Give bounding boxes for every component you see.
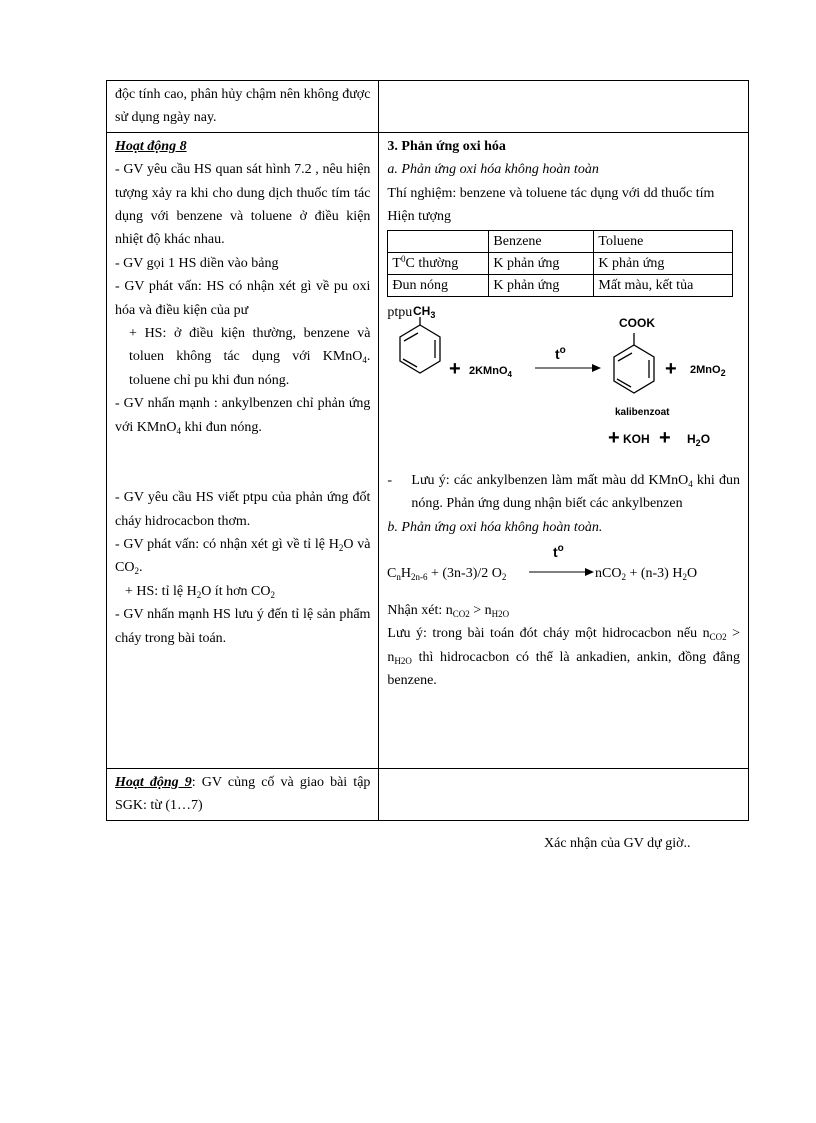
ptpu-label: ptpu [387, 305, 413, 321]
row3-left-cell [107, 768, 379, 820]
kmno4-label: 2KMnO$_4$ [469, 364, 513, 379]
h2o-label: $H_2O$ [687, 431, 711, 448]
mno2-label: 2MnO$_2$ [690, 363, 726, 378]
benzoate-structure [614, 333, 654, 393]
plus-4: + [659, 426, 672, 449]
activity-8-p2: - GV gọi 1 HS diền vào bảng [115, 255, 279, 271]
row-2 [107, 132, 749, 768]
subsection-b: b. Phản ứng oxi hóa không hoàn toàn. [387, 519, 603, 535]
activity-8-p1: - GV yêu cầu HS quan sát hình 7.2 , nêu hiện tượng xảy ra khi cho dung dịch thuốc tím tác dụng với benzene và toluene ở điều kiện nhiệt độ khác nhau. [115, 162, 371, 248]
phenomenon-label: Hiện tượng [387, 209, 452, 225]
obs-header-row [388, 231, 733, 253]
observation-table [387, 230, 733, 297]
svg-text:CnH2n-6 + (3n-3)/2 O2: $C_nH_{2n-6} + (3n-3)/2$ $O_2$ [387, 566, 507, 583]
activity-8-p5: - GV nhấn mạnh : ankylbenzen chỉ phản ứng với KMnO$_4$ khi đun nóng. [115, 396, 371, 436]
combustion-condition: $t^o$ [553, 543, 565, 561]
experiment-text: Thí nghiệm: benzene và toluene tác dụng với dd thuốc tím [387, 185, 715, 201]
toluene-oxidation-reaction [387, 303, 737, 463]
section-title: 3. Phản ứng oxi hóa [387, 138, 506, 154]
cook-label: COOK [619, 315, 656, 330]
teacher-confirmation: Xác nhận của GV dự giờ.. [544, 836, 691, 851]
remark: Nhận xét: $n_{CO2} > n_{H2O}$ [387, 603, 510, 620]
toluene-structure [400, 317, 440, 373]
obs-row-heated [388, 275, 733, 297]
subsection-a: a. Phản ứng oxi hóa không hoàn toàn [387, 162, 599, 178]
obs-cell-benzene-1: K phản ứng [489, 253, 594, 275]
activity-8-p7: - GV phát vấn: có nhận xét gì về tỉ lệ $H_2O$ và $CO_2$. [115, 536, 371, 577]
note-1-dash: - [387, 472, 393, 488]
obs-cell-condition-1: $T^0C$ thường [388, 253, 489, 275]
row2-right-cell [379, 132, 749, 768]
activity-8-p4: + HS: ở điều kiện thường, benzene và toluen không tác dụng với KMnO$_4$. toluene chỉ pu khi đun nóng. [129, 326, 371, 388]
reaction-arrow-1 [535, 364, 601, 372]
row-3 [107, 768, 749, 820]
row1-left-cell [107, 81, 379, 133]
heat-condition: $t^o$ [555, 344, 567, 362]
obs-header-toluene: Toluene [594, 231, 733, 253]
activity-9-text: : GV củng cố và giao bài tập SGK: từ (1…7) [115, 774, 371, 814]
row3-right-cell [379, 768, 749, 820]
row2-left-cell [107, 132, 379, 768]
obs-cell-benzene-2: K phản ứng [489, 275, 594, 297]
activity-8-p8: + HS: tỉ lệ $H_2O$ ít hơn $CO_2$ [125, 583, 275, 600]
koh-label: KOH [623, 431, 651, 446]
reaction-arrow-2 [529, 568, 594, 576]
obs-header-benzene: Benzene [489, 231, 594, 253]
obs-cell-toluene-2: Mất màu, kết tủa [594, 275, 733, 297]
obs-row-normal [388, 253, 733, 275]
svg-text:nCO2 + (n-3) H2O: nCO$_2$ + (n-3) $H_2O$ [595, 566, 698, 583]
activity-8-title: Hoạt động 8 [115, 138, 187, 154]
row-1 [107, 81, 749, 133]
combustion-equation [387, 539, 737, 587]
obs-cell-condition-2: Đun nóng [388, 275, 489, 297]
ch3-label: $CH_3$ [413, 303, 436, 320]
note-1: - Lưu ý: các ankylbenzen làm mất màu dd KMnO$_4$ khi đun nóng. Phản ứng dung nhận biết các ankylbenzen [387, 469, 740, 516]
plus-3: + [608, 426, 621, 449]
obs-cell-toluene-1: K phản ứng [594, 253, 733, 275]
obs-header-blank [388, 231, 489, 253]
kalibenzoat-label: kalibenzoat [615, 406, 670, 418]
activity-8-p9: - GV nhấn mạnh HS lưu ý đến tỉ lệ sản phẩm cháy trong bài toán. [115, 607, 371, 646]
row1-left-text: độc tính cao, phân hủy chậm nên không được sử dụng ngày nay. [115, 87, 371, 126]
lesson-table [106, 80, 749, 821]
activity-9-title: Hoạt động 9 [115, 774, 192, 790]
plus-2: + [665, 357, 678, 380]
row1-right-cell [379, 81, 749, 133]
note-2: Lưu ý: trong bài toán đót cháy một hidrocacbon nếu $n_{CO2} > n_{H2O}$ thì hidrocacbon có thể là ankadien, ankin, đồng đẳng benzene. [387, 626, 740, 689]
plus-1: + [449, 357, 462, 380]
activity-8-p3: - GV phát vấn: HS có nhận xét gì về pu oxi hóa và điều kiện của pư [115, 279, 371, 318]
activity-8-p6: - GV yêu cầu HS viết ptpu của phản ứng đốt cháy hidrocacbon thơm. [115, 490, 371, 529]
